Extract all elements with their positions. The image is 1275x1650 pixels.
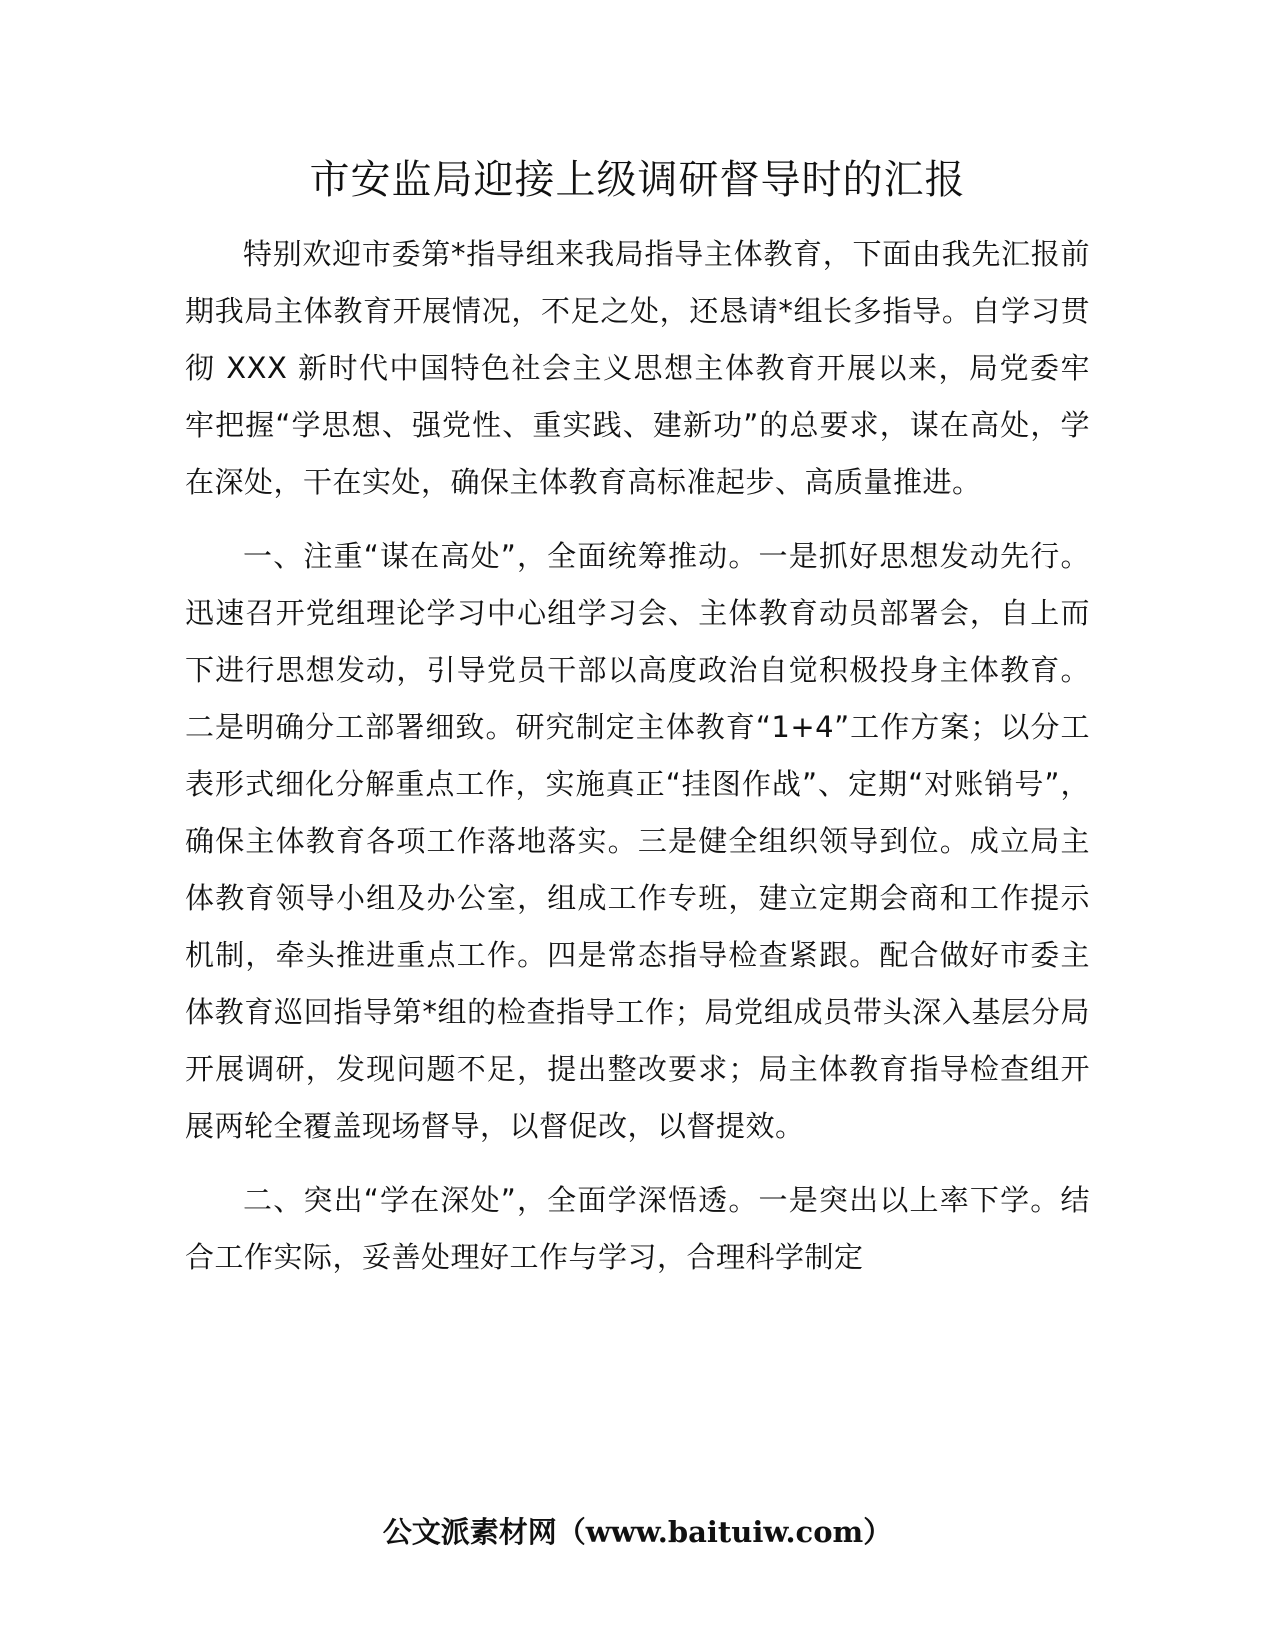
footer-watermark: 公文派素材网（www.baituiw.com） (382, 1515, 893, 1549)
paragraph-section-one: 一、注重“谋在高处”，全面统筹推动。一是抓好思想发动先行。迅速召开党组理论学习中心组学习会、主体教育动员部署会，自上而下进行思想发动，引导党员干部以高度政治自觉积极投身主体教育。二是明确分工部署细致。研究制定主体教育“1+4”工作方案；以分工表形式细化分解重点工作，实施真正“挂图作战”、定期“对账销号”，确保主体教育各项工作落地落实。三是健全组织领导到位。成立局主体教育领导小组及办公室，组成工作专班，建立定期会商和工作提示机制，牵头推进重点工作。四是常态指导检查紧跟。配合做好市委主体教育巡回指导第*组的检查指导工作；局党组成员带头深入基层分局开展调研，发现问题不足，提出整改要求；局主体教育指导检查组开展两轮全覆盖现场督导，以督促改，以督提效。 (185, 539, 1090, 1143)
paragraph-section-two: 二、突出“学在深处”，全面学深悟透。一是突出以上率下学。结合工作实际，妥善处理好工作与学习，合理科学制定 (185, 1183, 1090, 1274)
paragraph-intro: 特别欢迎市委第*指导组来我局指导主体教育，下面由我先汇报前期我局主体教育开展情况，不足之处，还恳请*组长多指导。自学习贯彻 XXX 新时代中国特色社会主义思想主体教育开展以来，局党委牢牢把握“学思想、强党性、重实践、建新功”的总要求，谋在高处，学在深处，干在实处，确保主体教育高标准起步、高质量推进。 (185, 237, 1090, 499)
document-body (185, 226, 1090, 1303)
document-title: 市安监局迎接上级调研督导时的汇报 (309, 157, 966, 203)
